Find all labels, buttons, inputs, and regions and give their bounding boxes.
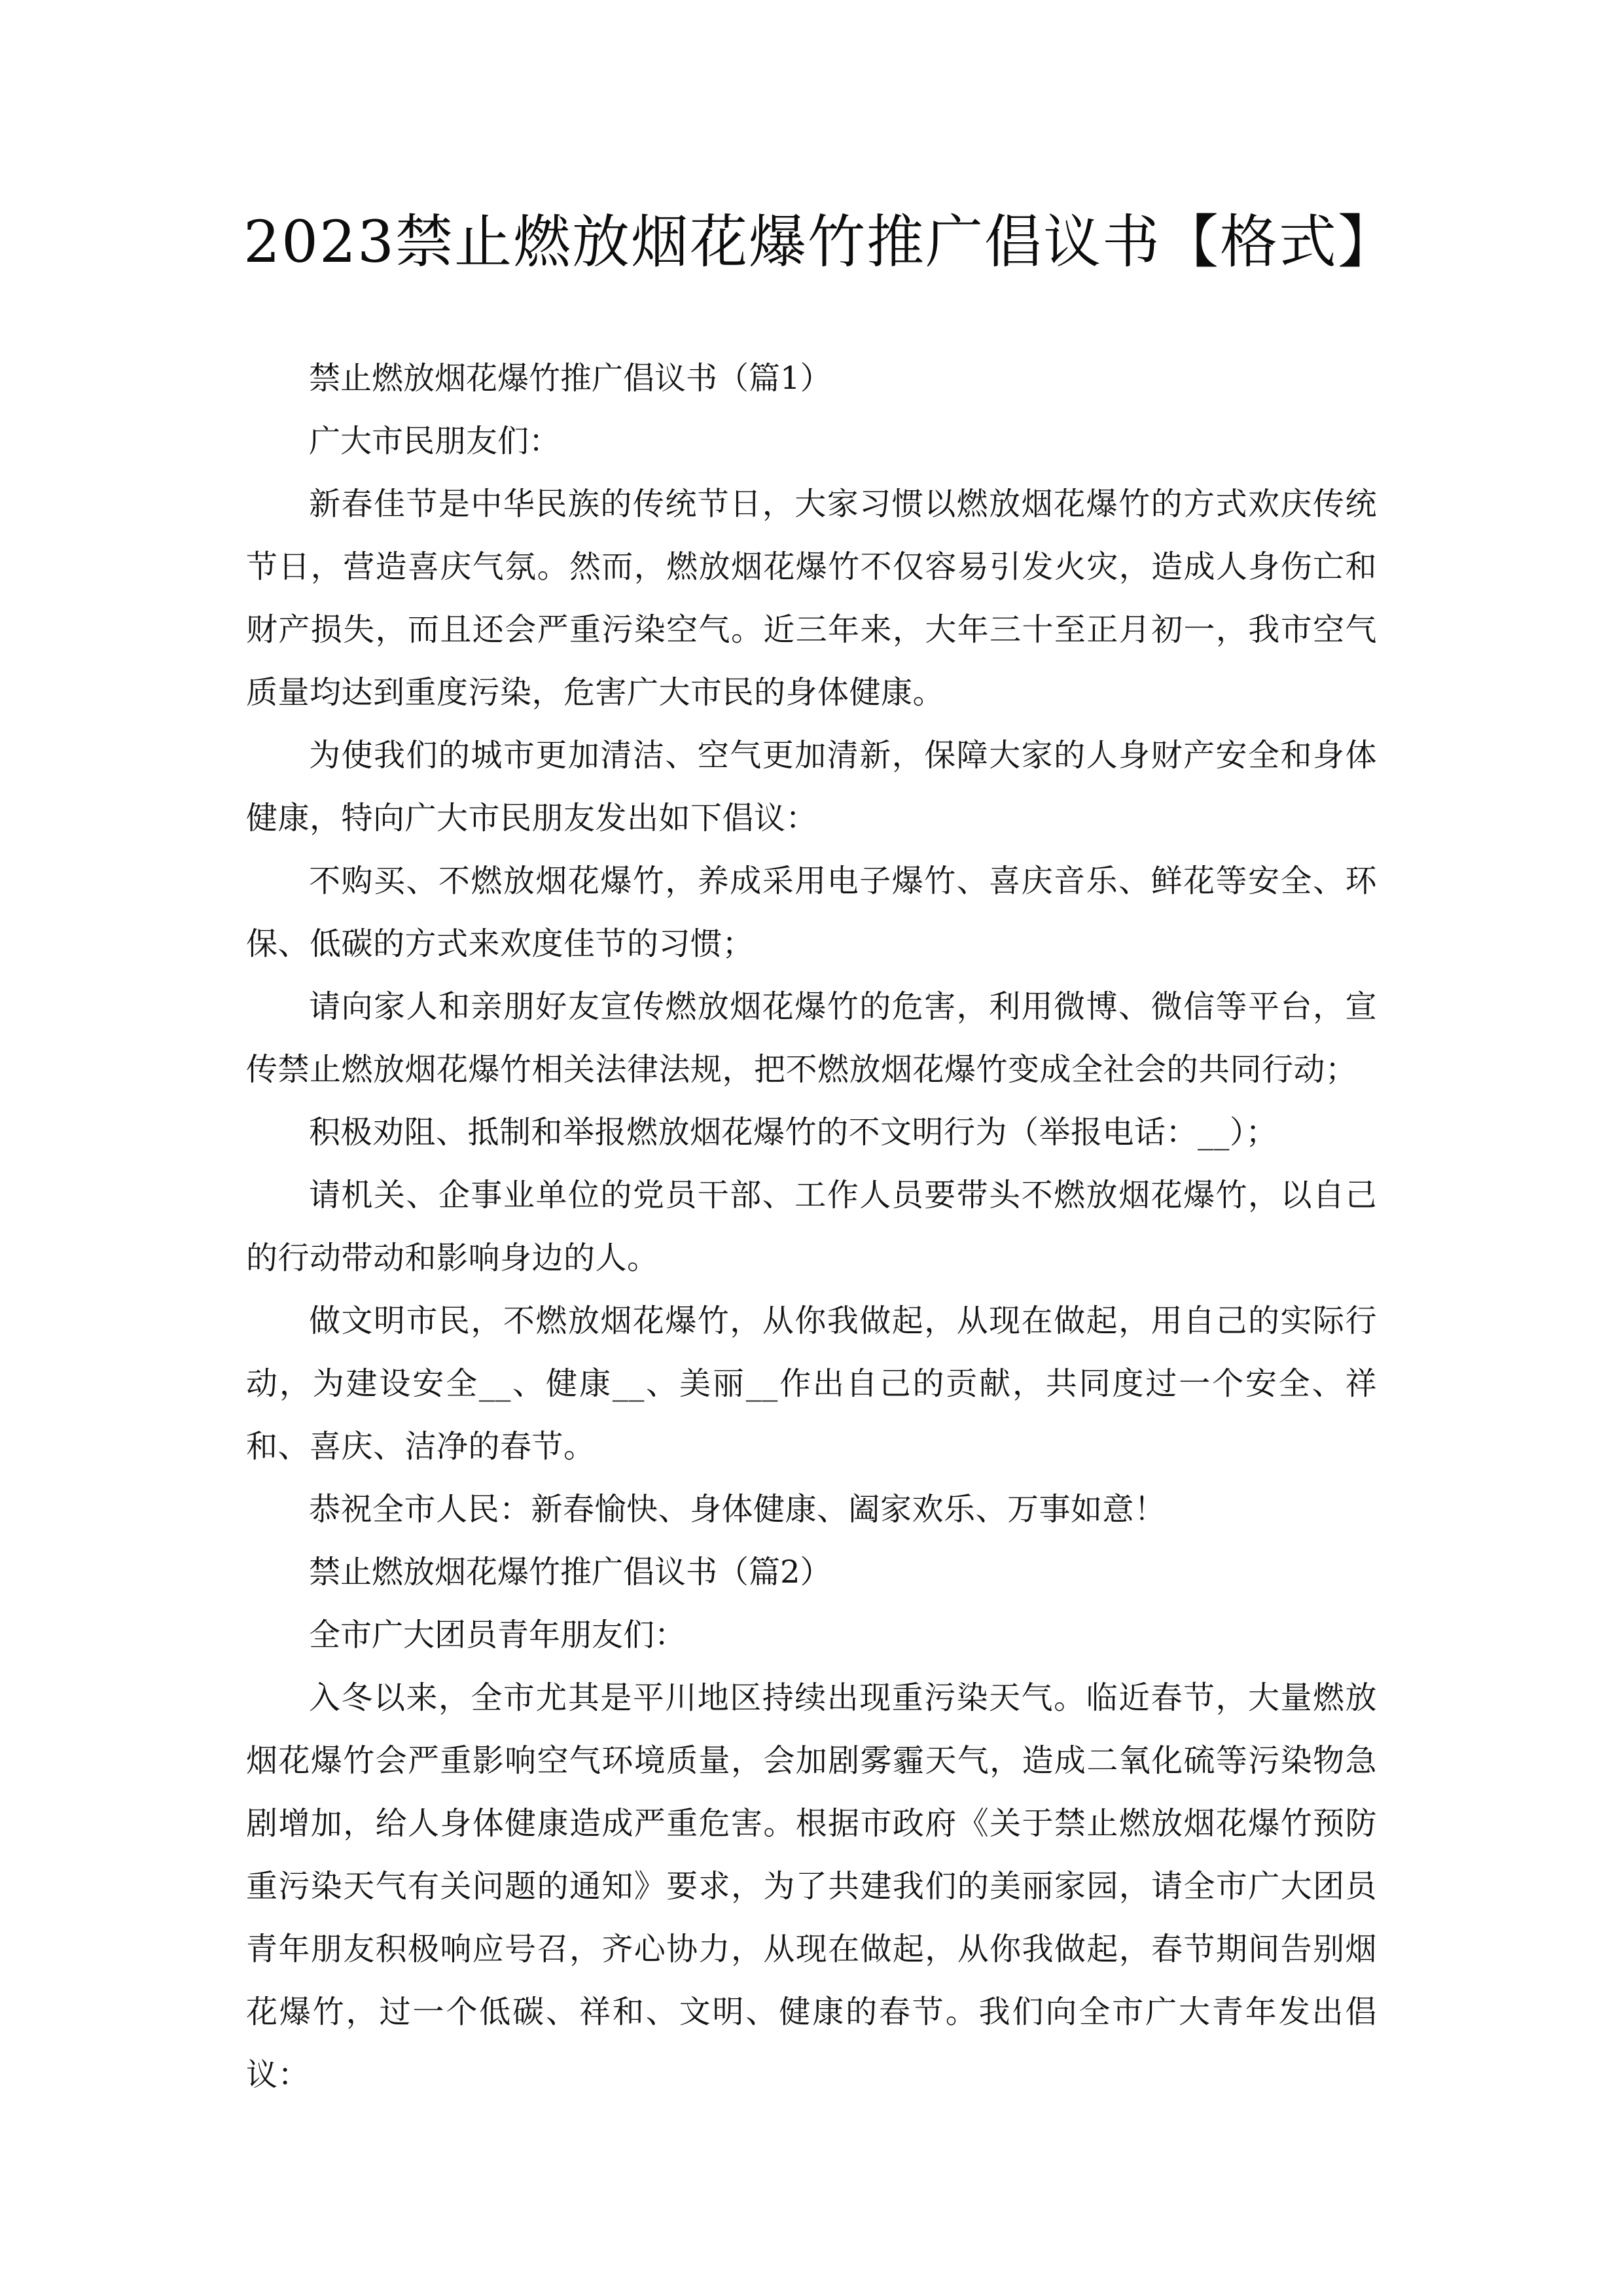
document-title: 2023禁止燃放烟花爆竹推广倡议书【格式】 xyxy=(243,208,1397,276)
section-heading: 禁止燃放烟花爆竹推广倡议书（篇1） xyxy=(309,360,832,397)
paragraph: 新春佳节是中华民族的传统节日，大家习惯以燃放烟花爆竹的方式欢庆传统节日，营造喜庆气氛。然而，燃放烟花爆竹不仅容易引发火灾，造成人身伤亡和财产损失，而且还会严重污染空气。近三年来，大年三十至正月初一，我市空气质量均达到重度污染，危害广大市民的身体健康。 xyxy=(246,486,1377,711)
paragraph: 做文明市民，不燃放烟花爆竹，从你我做起，从现在做起，用自己的实际行动，为建设安全__、健康__、美丽__作出自己的贡献，共同度过一个安全、祥和、喜庆、洁净的春节。 xyxy=(246,1302,1377,1465)
paragraph: 积极劝阻、抵制和举报燃放烟花爆竹的不文明行为（举报电话：__）； xyxy=(309,1114,1278,1151)
section-heading: 禁止燃放烟花爆竹推广倡议书（篇2） xyxy=(309,1554,832,1590)
paragraph: 请机关、企事业单位的党员干部、工作人员要带头不燃放烟花爆竹，以自己的行动带动和影响身边的人。 xyxy=(246,1177,1377,1276)
paragraph: 为使我们的城市更加清洁、空气更加清新，保障大家的人身财产安全和身体健康，特向广大市民朋友发出如下倡议： xyxy=(246,737,1377,836)
paragraph: 入冬以来，全市尤其是平川地区持续出现重污染天气。临近春节，大量燃放烟花爆竹会严重影响空气环境质量，会加剧雾霾天气，造成二氧化硫等污染物急剧增加，给人身体健康造成严重危害。根据市政府《关于禁止燃放烟花爆竹预防重污染天气有关问题的通知》要求，为了共建我们的美丽家园，请全市广大团员青年朋友积极响应号召，齐心协力，从现在做起，从你我做起，春节期间告别烟花爆竹，过一个低碳、祥和、文明、健康的春节。我们向全市广大青年发出倡议： xyxy=(246,1679,1377,2093)
paragraph: 请向家人和亲朋好友宣传燃放烟花爆竹的危害，利用微博、微信等平台，宣传禁止燃放烟花爆竹相关法律法规，把不燃放烟花爆竹变成全社会的共同行动； xyxy=(246,988,1377,1088)
document-body xyxy=(246,347,1377,2106)
salutation: 全市广大团员青年朋友们： xyxy=(309,1617,687,1653)
paragraph: 不购买、不燃放烟花爆竹，养成采用电子爆竹、喜庆音乐、鲜花等安全、环保、低碳的方式来欢度佳节的习惯； xyxy=(246,863,1377,962)
paragraph: 恭祝全市人民：新春愉快、身体健康、阖家欢乐、万事如意！ xyxy=(309,1491,1166,1528)
salutation: 广大市民朋友们： xyxy=(309,423,561,459)
